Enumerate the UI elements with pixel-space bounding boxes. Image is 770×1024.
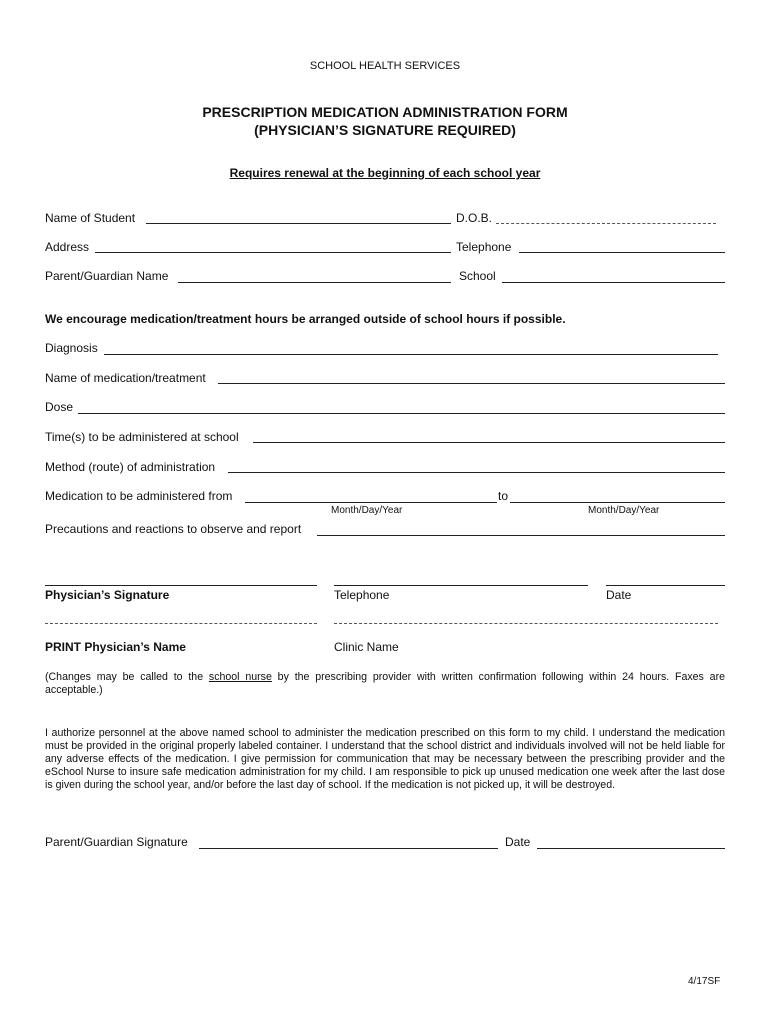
method-label: Method (route) of administration: [45, 460, 216, 474]
physician-print-name-label: PRINT Physician’s Name: [45, 640, 186, 654]
student-telephone-field[interactable]: [519, 252, 725, 253]
encourage-note: We encourage medication/treatment hours be arranged outside of school hours if possible.: [45, 312, 566, 326]
renewal-note: Requires renewal at the beginning of each school year: [229, 166, 541, 180]
physician-telephone-label: Telephone: [334, 588, 390, 602]
times-label: Time(s) to be administered at school: [45, 430, 239, 444]
guardian-signature-label: Parent/Guardian Signature: [45, 835, 188, 849]
student-telephone-label: Telephone: [456, 240, 512, 254]
guardian-signature-field[interactable]: [199, 848, 498, 849]
guardian-name-field[interactable]: [178, 282, 451, 283]
physician-date-field[interactable]: [606, 585, 725, 586]
agency-name: SCHOOL HEALTH SERVICES: [309, 60, 461, 72]
physician-print-name-field[interactable]: [45, 623, 317, 624]
changes-note-text-start: (Changes may be called to the: [45, 671, 209, 683]
guardian-date-label: Date: [505, 835, 531, 849]
school-nurse-link[interactable]: school nurse: [208, 671, 272, 683]
school-field[interactable]: [502, 282, 725, 283]
medication-name-field[interactable]: [218, 383, 725, 384]
dose-label: Dose: [45, 400, 74, 414]
to-date-field[interactable]: [510, 502, 725, 503]
precautions-label: Precautions and reactions to observe and report: [45, 522, 302, 536]
diagnosis-field[interactable]: [104, 354, 718, 355]
physician-signature-label: Physician’s Signature: [45, 588, 170, 602]
address-field[interactable]: [95, 252, 451, 253]
school-label: School: [459, 269, 496, 283]
authorization-paragraph: I authorize personnel at the above named school to administer the medication prescribed on this form to my child. I understand the medication must be provided in the original properly labeled container. I understand that the school district and individuals involved will not be held liable for any adverse effects of the medication. I give permission for communication that may be necessary between the prescribing provider and the eSchool Nurse to insure safe medication administration for my child. I am responsible to pick up unused medication one week after the last dose is given during the school year, and/or before the last day of school. If the medication is not picked up, it will be destroyed.: [45, 727, 725, 791]
form-subtitle: (PHYSICIAN’S SIGNATURE REQUIRED): [254, 122, 516, 138]
times-field[interactable]: [253, 442, 725, 443]
student-name-label: Name of Student: [45, 211, 136, 225]
dose-field[interactable]: [78, 413, 725, 414]
guardian-date-field[interactable]: [537, 848, 725, 849]
from-label: Medication to be administered from: [45, 489, 233, 503]
address-label: Address: [45, 240, 90, 254]
student-name-field[interactable]: [146, 223, 451, 224]
precautions-field[interactable]: [317, 535, 725, 536]
dob-label: D.O.B.: [456, 211, 493, 225]
clinic-name-field[interactable]: [334, 623, 718, 624]
diagnosis-label: Diagnosis: [45, 341, 98, 355]
guardian-name-label: Parent/Guardian Name: [45, 269, 169, 283]
medication-name-label: Name of medication/treatment: [45, 371, 206, 385]
to-date-hint: Month/Day/Year: [588, 505, 660, 516]
from-date-field[interactable]: [245, 502, 497, 503]
dob-field[interactable]: [496, 223, 716, 224]
form-title: PRESCRIPTION MEDICATION ADMINISTRATION FORM: [202, 104, 568, 120]
method-field[interactable]: [228, 472, 725, 473]
physician-signature-field[interactable]: [45, 585, 317, 586]
to-label: to: [498, 489, 509, 503]
physician-date-label: Date: [606, 588, 632, 602]
form-code: 4/17SF: [688, 976, 721, 987]
physician-telephone-field[interactable]: [334, 585, 588, 586]
changes-note-text-end: by the prescribing provider with written confirmation following within 24 hours. Faxes are acceptable.): [45, 671, 725, 696]
changes-note: [45, 671, 725, 697]
clinic-name-label: Clinic Name: [334, 640, 399, 654]
from-date-hint: Month/Day/Year: [331, 505, 403, 516]
